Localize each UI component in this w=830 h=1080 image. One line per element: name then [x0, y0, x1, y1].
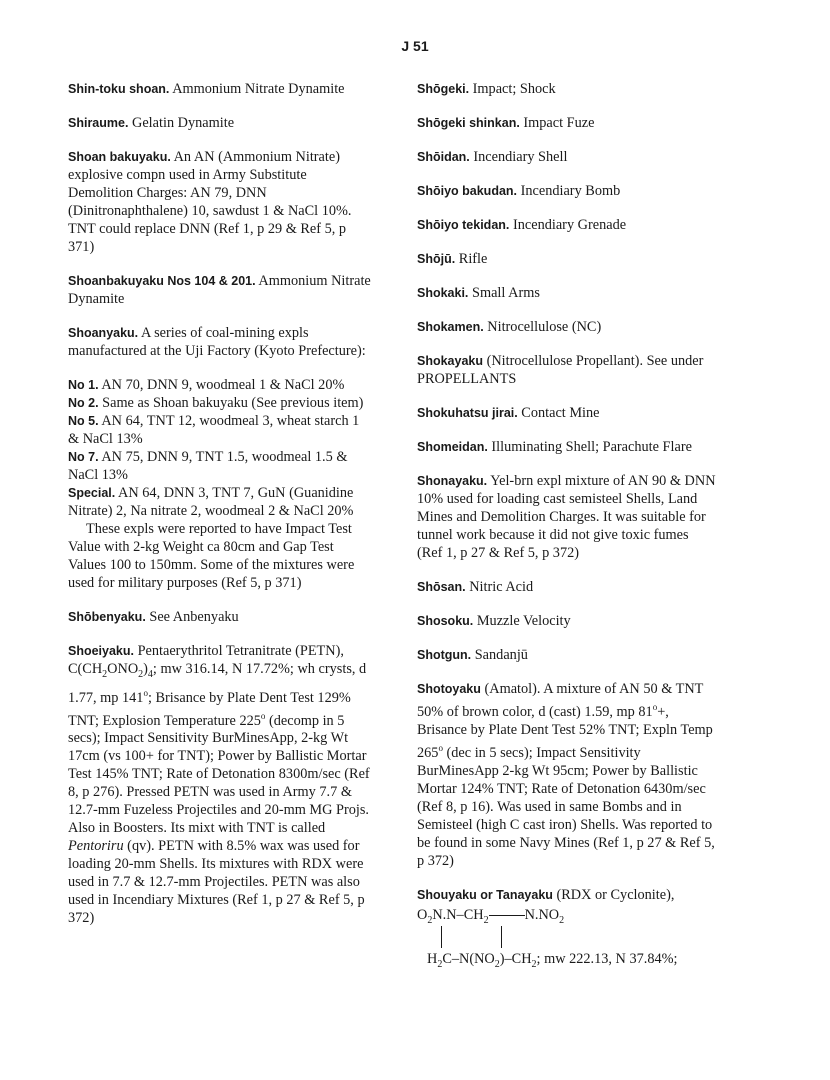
- dictionary-entry: [417, 114, 717, 132]
- entry-shoeiyaku: Shoeiyaku. Pentaerythritol Tetranitrate (PETN), $C(CH_2ONO_2)_4$; mw 316.14, N 17.72%; wh crysts, d 1.77, mp 141$^o$; Brisance by Plate Dent Test 129% TNT; Explosion Temperature 225$^o$ (decomp in 5 secs); Impact Sensitivity BurMinesApp, 2-kg Wt 17cm (vs 100+ for TNT); Power by Ballistic Mortar Test 145% TNT; Rate of Detonation 8300m/sec (Ref 8, p 276). Pressed PETN was used in Army 7.7 & 12.7-mm Fuzeless Projectiles and 20-mm MG Projs. Also in Boosters. Its mixt with TNT is called Pentoriru (qv). PETN with 8.5% wax was used for loading 20-mm Shells. Its mixtures with RDX were used in 7.7 & 12.7-mm Projectiles. PETN was also used in Incendiary Mixtures (Ref 1, p 27 & Ref 5, p 372): [68, 643, 370, 927]
- entry-shouyaku: Shouyaku or Tanayaku (RDX or Cyclonite), $O_2N.N-CH_2$ $N.NO_2$ $H_2C-N(NO_2)-CH_2$; mw 222.13, N 37.84%;: [417, 886, 717, 968]
- dictionary-entry: [417, 250, 717, 268]
- definition-text: Muzzle Velocity: [476, 613, 571, 629]
- headword: Shōbenyaku.: [68, 610, 146, 624]
- definition-text: Gelatin Dynamite: [132, 115, 235, 131]
- bond-line: [501, 926, 502, 948]
- entry-shotoyaku: Shotoyaku (Amatol). A mixture of AN 50 & TNT 50% of brown color, d (cast) 1.59, mp $81^o+$, Brisance by Plate Dent Test 52% TNT; Expln Temp 265$^o$ (dec in 5 secs); Impact Sensitivity BurMinesApp 2-kg Wt 95cm; Power by Ballistic Mortar 124% TNT; Rate of Detonation 6430m/sec (Ref 8, p 16). Was used in same Bombs and in Semisteel (high C cast iron) Shells. Was reported to be found in some Navy Mines (Ref 1, p 27 & Ref 5, p 372): [417, 681, 715, 869]
- dictionary-entry: [417, 438, 717, 456]
- headword: No 1.: [68, 378, 99, 392]
- definition-text: Incendiary Bomb: [520, 183, 621, 199]
- definition-text: Yel-brn expl mixture of AN 90 & DNN 10% used for loading cast semisteel Shells, Land Mines and Demolition Charges. It was suitable for tunnel work because it did not give toxic fumes (Ref 1, p 27 & Ref 5, p 372): [417, 473, 716, 561]
- dictionary-entry: [68, 80, 373, 98]
- headword: Shouyaku or Tanayaku: [417, 887, 553, 902]
- headword: Shosoku.: [417, 614, 474, 628]
- headword: Shōjū.: [417, 252, 456, 266]
- definition-text: Small Arms: [472, 285, 540, 301]
- headword: Shōidan.: [417, 150, 470, 164]
- headword: Shokayaku: [417, 354, 484, 368]
- dictionary-entry: [417, 578, 717, 596]
- definition-text: A series of coal-mining expls manufactured at the Uji Factory (Kyoto Prefecture):: [68, 325, 366, 359]
- definition-text: Impact; Shock: [472, 81, 556, 97]
- headword: No 7.: [68, 450, 99, 464]
- definition-text: See Anbenyaku: [149, 609, 239, 625]
- dictionary-entry: [417, 148, 717, 166]
- headword: Shonayaku.: [417, 474, 488, 488]
- headword: Shōgeki shinkan.: [417, 116, 520, 130]
- headword: No 5.: [68, 414, 99, 428]
- definition-text: Same as Shoan bakuyaku (See previous item): [102, 395, 364, 411]
- dictionary-entry: [417, 182, 717, 200]
- dictionary-entry: [417, 352, 717, 388]
- rdx-structural-formula: $O_2N.N-CH_2$ $N.NO_2$ $H_2C-N(NO_2)-CH_2$; mw 222.13, N 37.84%;: [417, 906, 678, 970]
- definition-text: Sandanjū: [474, 647, 528, 663]
- headword: Shomeidan.: [417, 440, 488, 454]
- dictionary-entry: [68, 520, 373, 592]
- headword: Shokaki.: [417, 286, 469, 300]
- headword: Shōsan.: [417, 580, 466, 594]
- right-column: [417, 80, 717, 984]
- headword: Shokamen.: [417, 320, 484, 334]
- dictionary-entry: [68, 484, 373, 520]
- dictionary-entry: [417, 646, 717, 664]
- definition-text: AN 64, DNN 3, TNT 7, GuN (Guanidine Nitrate) 2, Na nitrate 2, woodmeal 2 & NaCl 20%: [68, 485, 354, 519]
- headword: Shōgeki.: [417, 82, 470, 96]
- headword: Shiraume.: [68, 116, 129, 130]
- definition-text: (Nitrocellulose Propellant). See under PROPELLANTS: [417, 353, 704, 387]
- definition-text: Impact Fuze: [523, 115, 595, 131]
- dictionary-entry: [417, 404, 717, 422]
- headword: Shoan bakuyaku.: [68, 150, 171, 164]
- definition-text: Ammonium Nitrate Dynamite: [172, 81, 345, 97]
- dictionary-entry: [68, 412, 373, 448]
- dictionary-entry: [68, 394, 373, 412]
- definition-text: Illuminating Shell; Parachute Flare: [491, 439, 692, 455]
- dictionary-entry: [417, 472, 717, 562]
- dictionary-entry: [68, 148, 373, 256]
- definition-text: Contact Mine: [521, 405, 600, 421]
- dictionary-entry: [417, 216, 717, 234]
- headword: Shin-toku shoan.: [68, 82, 170, 96]
- headword: Shotoyaku: [417, 682, 481, 696]
- dictionary-entry: [417, 318, 717, 336]
- headword: Shōiyo bakudan.: [417, 184, 518, 198]
- definition-text: AN 64, TNT 12, woodmeal 3, wheat starch 1 & NaCl 13%: [68, 413, 360, 447]
- definition-text: Incendiary Grenade: [512, 217, 627, 233]
- headword: Special.: [68, 486, 116, 500]
- headword: Shoanbakuyaku Nos 104 & 201.: [68, 274, 256, 288]
- headword: No 2.: [68, 396, 99, 410]
- dictionary-entry: [68, 324, 373, 360]
- entry-note: These expls were reported to have Impact Test Value with 2-kg Weight ca 80cm and Gap Test Values 100 to 150mm. Some of the mixtures were used for military purposes (Ref 5, p 371): [68, 521, 355, 591]
- dictionary-entry: [68, 448, 373, 484]
- dictionary-entry: [417, 80, 717, 98]
- left-column: [68, 80, 373, 943]
- bond-line: [441, 926, 442, 948]
- headword: Shoeiyaku.: [68, 644, 134, 658]
- definition-text: Nitric Acid: [469, 579, 534, 595]
- headword: Shokuhatsu jirai.: [417, 406, 518, 420]
- dictionary-entry: [68, 376, 373, 394]
- dictionary-entry: [68, 114, 373, 132]
- definition-text: AN 70, DNN 9, woodmeal 1 & NaCl 20%: [101, 377, 345, 393]
- page-number: J 51: [401, 38, 429, 54]
- dictionary-entry: [417, 612, 717, 630]
- headword: Shotgun.: [417, 648, 472, 662]
- definition-text: Ammonium Nitrate Dynamite: [68, 273, 371, 307]
- headword: Shoanyaku.: [68, 326, 139, 340]
- headword: Shōiyo tekidan.: [417, 218, 510, 232]
- dictionary-entry: [68, 272, 373, 308]
- dictionary-entry: [68, 608, 373, 626]
- definition-text: Nitrocellulose (NC): [487, 319, 602, 335]
- definition-text: Rifle: [458, 251, 488, 267]
- definition-text: AN 75, DNN 9, TNT 1.5, woodmeal 1.5 & NaCl 13%: [68, 449, 348, 483]
- dictionary-entry: [417, 284, 717, 302]
- definition-text: An AN (Ammonium Nitrate) explosive compn used in Army Substitute Demolition Charges: AN 79, DNN (Dinitronaphthalene) 10, sawdust 1 & NaCl 10%. TNT could replace DNN (Ref 1, p 29 & Ref 5, p 371): [68, 149, 352, 255]
- definition-text: Incendiary Shell: [473, 149, 568, 165]
